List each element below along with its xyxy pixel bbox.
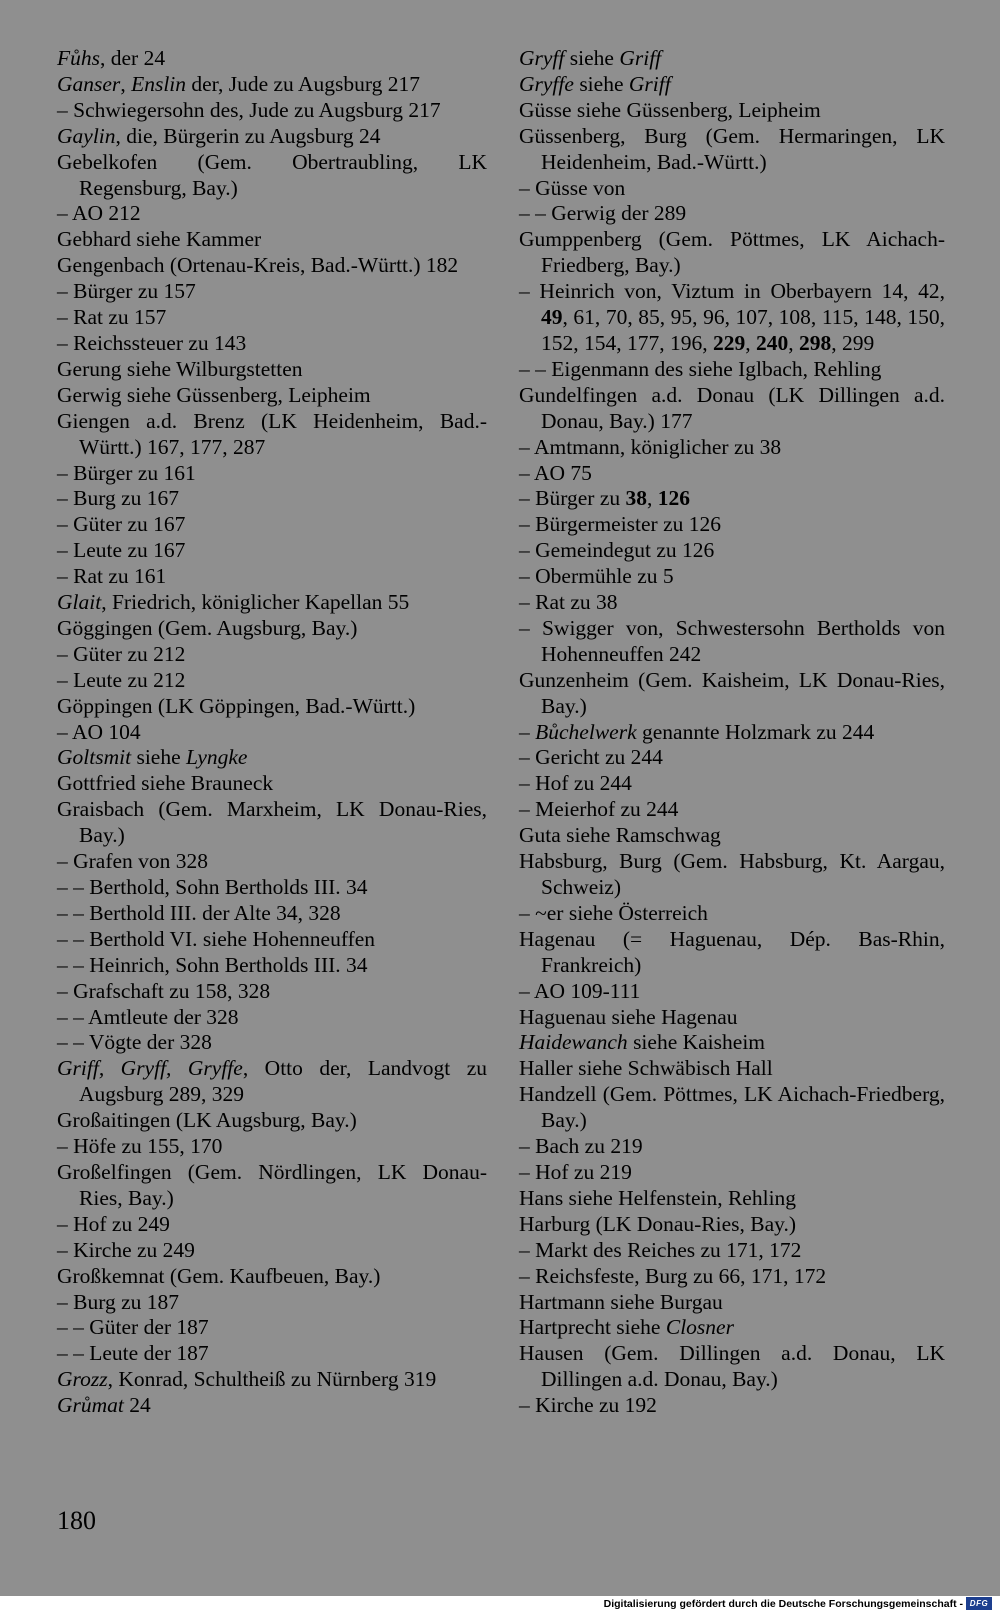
index-entry — [519, 461, 945, 487]
index-entry — [57, 875, 487, 901]
page-number: 180 — [57, 1506, 96, 1535]
footer-credit-text: Digitalisierung gefördert durch die Deutsche Forschungsgemeinschaft - — [603, 1597, 963, 1610]
index-entry-text: – Bürgermeister zu 126 — [519, 512, 722, 537]
index-entry — [57, 461, 487, 487]
index-entry — [57, 486, 487, 512]
index-entry-text: genannte Holzmark zu 244 — [636, 719, 875, 744]
index-entry-text: – – Berthold, Sohn Bertholds III. 34 — [57, 875, 368, 899]
index-entry-text: Graisbach (Gem. Marxheim, LK Donau-Ries, Bay.) — [57, 797, 487, 848]
index-entry-text: Gundelfingen a.d. Donau (LK Dillingen a.d. Donau, Bay.) 177 — [519, 382, 945, 433]
index-entry-text: – Schwiegersohn des, Jude zu Augsburg 217 — [57, 97, 441, 122]
index-entry — [57, 564, 487, 590]
index-entry-text: – Burg zu 187 — [57, 1289, 180, 1314]
index-entry-text: , — [745, 330, 756, 355]
index-entry — [519, 979, 945, 1005]
index-entry — [519, 1186, 945, 1212]
index-entry-text: – Leute zu 212 — [57, 667, 186, 692]
index-entry-text: Ganser — [57, 71, 121, 96]
index-entry-text: Hagenau (= Haguenau, Dép. Bas-Rhin, Frankreich) — [519, 926, 945, 977]
index-entry-text: – Bürger zu 161 — [57, 460, 196, 485]
index-entry-text: Gebhard siehe Kammer — [57, 227, 262, 252]
index-entry-text: , Konrad, Schultheiß zu Nürnberg 319 — [107, 1367, 437, 1392]
index-entry-text: – Grafen von 328 — [57, 849, 209, 874]
index-entry-text: – – Amtleute der 328 — [57, 1004, 239, 1029]
index-entry — [57, 1290, 487, 1316]
index-entry — [57, 901, 487, 927]
index-entry-text: – Reichssteuer zu 143 — [57, 330, 247, 355]
index-entry-text: – – Berthold III. der Alte 34, 328 — [57, 900, 341, 925]
index-entry-text: – Hof zu 244 — [519, 771, 632, 796]
index-entry — [519, 72, 945, 98]
index-entry-text: Hausen (Gem. Dillingen a.d. Donau, LK Dillingen a.d. Donau, Bay.) — [519, 1341, 945, 1392]
index-entry — [57, 357, 487, 383]
index-entry-text: – – Leute der 187 — [57, 1341, 209, 1366]
index-entry-text: Gunzenheim (Gem. Kaisheim, LK Donau-Ries, Bay.) — [519, 667, 945, 718]
index-entry-text: – Bürger zu — [519, 486, 626, 511]
index-entry-text: – Burg zu 167 — [57, 486, 180, 511]
index-entry-text: 24 — [123, 1393, 151, 1418]
index-entry — [57, 150, 487, 202]
index-entry — [57, 979, 487, 1005]
index-entry — [57, 305, 487, 331]
index-entry-text: – Gericht zu 244 — [519, 745, 663, 770]
index-entry — [57, 797, 487, 849]
index-entry — [519, 1160, 945, 1186]
index-entry — [57, 98, 487, 124]
index-entry-text: Gebelkofen (Gem. Obertraubling, LK Regensburg, Bay.) — [57, 149, 487, 200]
index-column-left — [57, 46, 487, 1419]
index-entry-text: Haller siehe Schwäbisch Hall — [519, 1056, 773, 1081]
index-entry — [519, 1005, 945, 1031]
index-entry — [57, 383, 487, 409]
index-entry-text: 38 — [625, 486, 647, 511]
index-entry — [519, 512, 945, 538]
index-entry-text: – AO 212 — [57, 201, 141, 226]
index-entry — [519, 357, 945, 383]
index-entry-text: – Rat zu 157 — [57, 305, 167, 330]
index-entry — [57, 1056, 487, 1108]
index-entry-text: – ~er siehe Österreich — [519, 900, 708, 925]
index-entry-text: 229 — [713, 330, 746, 355]
index-entry-text: Güsse siehe Güssenberg, Leipheim — [519, 97, 821, 122]
index-entry — [519, 279, 945, 357]
index-entry — [519, 901, 945, 927]
index-entry — [57, 849, 487, 875]
index-entry-text: – – Güter der 187 — [57, 1315, 209, 1340]
index-entry — [57, 1108, 487, 1134]
index-entry-text: – AO 109-111 — [519, 978, 641, 1003]
index-entry — [57, 1160, 487, 1212]
index-entry-text: , 61, 70, 85, 95, 96, 107, 108, 115, 148, 150, 152, 154, 177, 196, — [541, 305, 945, 355]
index-entry-text: – Leute zu 167 — [57, 538, 186, 563]
index-entry-text: – Güter zu 212 — [57, 641, 186, 666]
digitization-footer — [604, 1595, 992, 1612]
index-entry — [519, 201, 945, 227]
index-entry-text: – Hof zu 219 — [519, 1159, 632, 1184]
index-entry-text: – Obermühle zu 5 — [519, 564, 674, 589]
index-entry — [519, 176, 945, 202]
index-entry-text: Habsburg, Burg (Gem. Habsburg, Kt. Aargau, Schweiz) — [519, 849, 945, 899]
index-entry-text: – Markt des Reiches zu 171, 172 — [519, 1237, 802, 1262]
index-entry-text: – Höfe zu 155, 170 — [57, 1134, 223, 1159]
index-entry — [519, 745, 945, 771]
index-entry-text: Göggingen (Gem. Augsburg, Bay.) — [57, 615, 358, 640]
index-entry-text: Enslin — [131, 71, 187, 96]
index-entry — [57, 1367, 487, 1393]
index-entry — [57, 331, 487, 357]
index-entry-text: – – Eigenmann des siehe Iglbach, Rehling — [519, 356, 882, 381]
index-entry-text: Handzell (Gem. Pöttmes, LK Aichach-Friedberg, Bay.) — [519, 1082, 945, 1133]
index-entry-text: Großkemnat (Gem. Kaufbeuen, Bay.) — [57, 1263, 381, 1288]
index-entry — [57, 720, 487, 746]
index-entry — [519, 1134, 945, 1160]
index-entry-text: – Heinrich von, Viztum in Oberbayern 14, 42, — [519, 279, 945, 304]
index-entry-text: siehe — [131, 745, 187, 770]
index-entry — [57, 1238, 487, 1264]
index-entry — [519, 564, 945, 590]
index-entry — [57, 953, 487, 979]
index-entry-text: Großaitingen (LK Augsburg, Bay.) — [57, 1108, 357, 1133]
index-entry — [57, 279, 487, 305]
index-entry-text: – Bach zu 219 — [519, 1134, 643, 1159]
index-entry — [519, 227, 945, 279]
index-entry-text: – Gemeindegut zu 126 — [519, 538, 715, 563]
index-entry — [519, 1030, 945, 1056]
index-entry-text: siehe — [573, 71, 629, 96]
index-entry — [57, 642, 487, 668]
index-entry-text: Harburg (LK Donau-Ries, Bay.) — [519, 1211, 797, 1236]
index-entry — [57, 927, 487, 953]
index-entry — [519, 668, 945, 720]
index-entry — [519, 590, 945, 616]
index-entry-text: , die, Bürgerin zu Augsburg 24 — [115, 123, 381, 148]
index-entry-text: , Otto der, Landvogt zu Augsburg 289, 329 — [79, 1056, 487, 1107]
index-entry — [57, 694, 487, 720]
index-entry — [519, 720, 945, 746]
index-entry-text: Gryffe — [519, 71, 574, 96]
index-entry-text: , Friedrich, königlicher Kapellan 55 — [101, 590, 410, 615]
index-entry-text: – AO 104 — [57, 719, 141, 744]
index-entry-text: – Kirche zu 249 — [57, 1237, 195, 1262]
index-entry-text: Großelfingen (Gem. Nördlingen, LK Donau-Ries, Bay.) — [57, 1159, 487, 1210]
index-entry-text: – Hof zu 249 — [57, 1211, 170, 1236]
index-entry — [57, 124, 487, 150]
index-entry-text: , der 24 — [100, 46, 166, 70]
index-entry-text: Grozz — [57, 1367, 108, 1392]
index-entry-text: – – Vögte der 328 — [57, 1030, 212, 1055]
index-entry-text: Hans siehe Helfenstein, Rehling — [519, 1185, 797, 1210]
index-entry — [519, 616, 945, 668]
index-entry — [57, 745, 487, 771]
index-entry-text: 240 — [756, 330, 789, 355]
index-entry-text: Griff, Gryff, Gryffe — [57, 1056, 243, 1081]
index-entry — [519, 927, 945, 979]
index-entry — [57, 668, 487, 694]
index-entry-text: , — [120, 71, 132, 96]
index-entry-text: der, Jude zu Augsburg 217 — [186, 71, 421, 96]
index-entry — [519, 98, 945, 124]
index-entry — [519, 849, 945, 901]
index-entry — [57, 538, 487, 564]
index-entry — [57, 771, 487, 797]
index-entry — [519, 383, 945, 435]
index-entry-text: – AO 75 — [519, 460, 592, 485]
index-entry — [57, 1264, 487, 1290]
index-entry — [57, 201, 487, 227]
index-entry-text: – Amtmann, königlicher zu 38 — [519, 434, 782, 459]
index-entry-text: – Güsse von — [519, 175, 626, 200]
index-entry — [519, 1056, 945, 1082]
index-entry-text: – – Gerwig der 289 — [519, 201, 687, 226]
index-column-right — [519, 46, 945, 1419]
index-entry-text: Gottfried siehe Brauneck — [57, 771, 274, 796]
index-entry-text: – Rat zu 161 — [57, 564, 167, 589]
index-entry — [57, 253, 487, 279]
index-entry-text: – – Berthold VI. siehe Hohenneuffen — [57, 926, 376, 951]
index-entry-text: Guta siehe Ramschwag — [519, 823, 721, 848]
index-entry-text: Lyngke — [186, 745, 248, 770]
index-entry-text: Gryff — [519, 46, 565, 70]
index-entry-text: Gerung siehe Wilburgstetten — [57, 356, 303, 381]
index-entry-text: , — [646, 486, 658, 511]
index-entry-text: – Güter zu 167 — [57, 512, 186, 537]
index-entry — [57, 1341, 487, 1367]
index-entry-text: siehe — [564, 46, 620, 70]
index-entry-text: Griff — [619, 46, 662, 70]
index-entry — [519, 1082, 945, 1134]
index-entry — [519, 823, 945, 849]
index-entry — [57, 1005, 487, 1031]
index-entry-text: – Grafschaft zu 158, 328 — [57, 978, 271, 1003]
index-entry-text: – Reichsfeste, Burg zu 66, 171, 172 — [519, 1263, 827, 1288]
index-entry — [519, 1238, 945, 1264]
index-entry-text: Hartmann siehe Burgau — [519, 1289, 723, 1314]
index-entry — [57, 409, 487, 461]
index-entry-text: Fůhs — [57, 46, 100, 70]
index-entry — [519, 46, 945, 72]
index-entry-text: – Kirche zu 192 — [519, 1393, 657, 1418]
index-entry-text: Glait — [57, 590, 102, 615]
index-entry — [519, 1315, 945, 1341]
index-entry-text: 49 — [541, 305, 563, 330]
index-entry — [57, 590, 487, 616]
index-entry-text: siehe Kaisheim — [627, 1030, 766, 1055]
index-entry-text: Haguenau siehe Hagenau — [519, 1004, 738, 1029]
index-entry-text: – Rat zu 38 — [519, 590, 618, 615]
index-entry — [519, 797, 945, 823]
index-entry-text: Gengenbach (Ortenau-Kreis, Bad.-Württ.) 182 — [57, 253, 459, 278]
index-entry — [57, 1030, 487, 1056]
index-entry — [57, 1393, 487, 1419]
index-entry — [519, 486, 945, 512]
index-entry-text: Bůchelwerk — [535, 719, 637, 744]
index-entry-text: , 299 — [831, 330, 875, 355]
index-entry-text: – Swigger von, Schwestersohn Bertholds von Hohenneuffen 242 — [519, 615, 945, 666]
index-entry — [57, 512, 487, 538]
index-entry — [57, 1134, 487, 1160]
index-entry — [57, 616, 487, 642]
index-entry — [57, 72, 487, 98]
index-entry — [519, 124, 945, 176]
index-entry-text: Hartprecht siehe — [519, 1315, 666, 1340]
index-entry-text: – – Heinrich, Sohn Bertholds III. 34 — [57, 952, 368, 977]
index-entry — [519, 1264, 945, 1290]
index-entry — [57, 1315, 487, 1341]
index-entry — [519, 771, 945, 797]
index-entry-text: Gerwig siehe Güssenberg, Leipheim — [57, 382, 371, 407]
index-entry-text: 126 — [657, 486, 690, 511]
index-entry-text: Göppingen (LK Göppingen, Bad.-Württ.) — [57, 693, 416, 718]
index-entry — [519, 538, 945, 564]
index-entry — [519, 1393, 945, 1419]
index-entry-text: Griff — [628, 71, 671, 96]
index-entry-text: , — [788, 330, 799, 355]
dfg-logo-icon: DFG — [966, 1597, 992, 1610]
index-entry-text: – — [519, 719, 536, 744]
index-entry-text: Goltsmit — [57, 745, 132, 770]
index-entry-text: Gumppenberg (Gem. Pöttmes, LK Aichach-Friedberg, Bay.) — [519, 227, 945, 278]
index-entry-text: – Bürger zu 157 — [57, 279, 196, 304]
index-entry — [519, 1212, 945, 1238]
index-entry-text: Gaylin — [57, 123, 116, 148]
index-entry-text: Giengen a.d. Brenz (LK Heidenheim, Bad.-Württ.) 167, 177, 287 — [57, 408, 487, 459]
index-entry — [57, 46, 487, 72]
index-entry — [519, 435, 945, 461]
index-entry-text: – Meierhof zu 244 — [519, 797, 679, 822]
index-entry-text: 298 — [799, 330, 832, 355]
index-entry-text: Grůmat — [57, 1393, 124, 1418]
index-entry — [519, 1290, 945, 1316]
index-entry — [57, 227, 487, 253]
index-entry — [57, 1212, 487, 1238]
index-entry-text: Closner — [665, 1315, 734, 1340]
index-entry-text: Güssenberg, Burg (Gem. Hermaringen, LK Heidenheim, Bad.-Württ.) — [519, 123, 945, 174]
index-entry-text: Haidewanch — [519, 1030, 628, 1055]
index-entry — [519, 1341, 945, 1393]
